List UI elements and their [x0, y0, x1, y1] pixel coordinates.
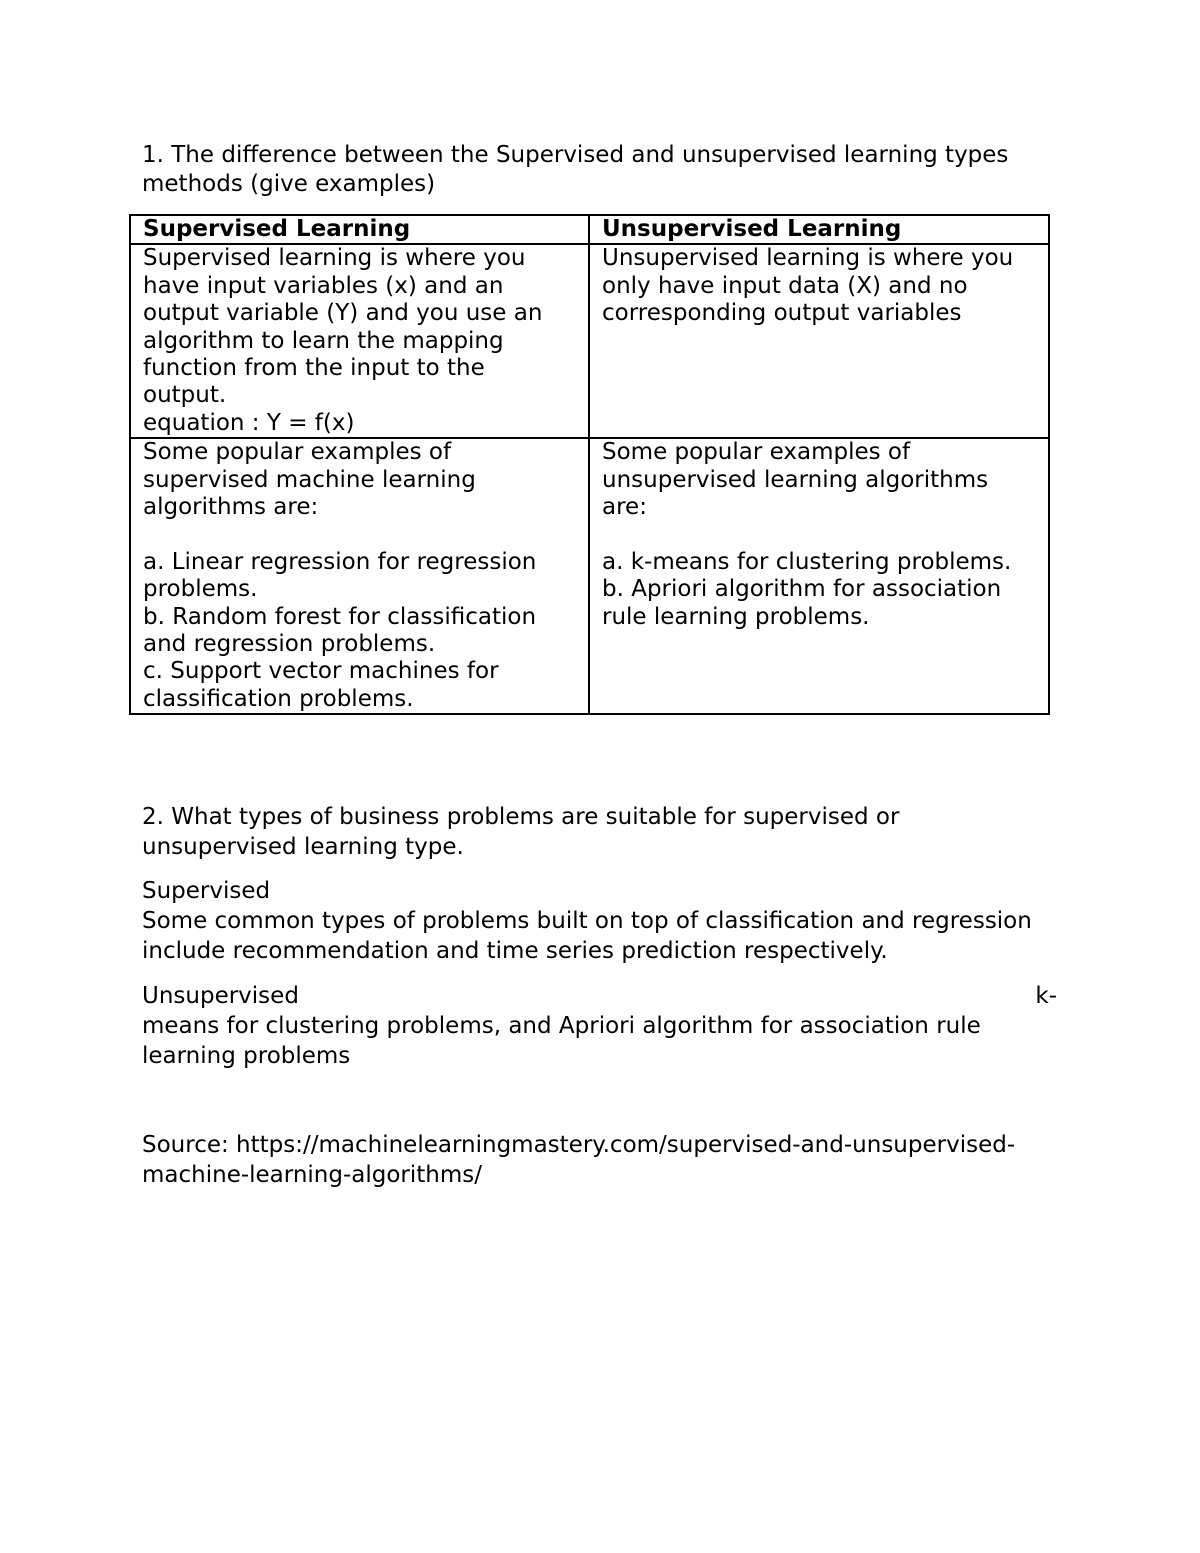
cell-line: have input variables (x) and an — [143, 272, 504, 299]
supervised-section — [142, 876, 1057, 966]
cell-line: a. k-means for clustering problems. — [602, 548, 1012, 575]
blank-line — [602, 521, 1040, 548]
header-unsupervised: Unsupervised Learning — [589, 215, 1049, 244]
cell-line: Unsupervised learning is where you — [602, 245, 1014, 272]
cell-line: are: — [602, 494, 647, 521]
cell-line: only have input data (X) and no — [602, 272, 968, 299]
table-row — [130, 244, 1049, 438]
blank-line — [143, 521, 580, 548]
cell-unsupervised-examples — [589, 438, 1049, 714]
cell-line: b. Apriori algorithm for association — [602, 576, 1002, 603]
header-supervised: Supervised Learning — [130, 215, 589, 244]
supervised-line-2: include recommendation and time series prediction respectively. — [142, 938, 888, 964]
question-2-line-1: 2. What types of business problems are suitable for supervised or — [142, 804, 900, 830]
table-row — [130, 438, 1049, 714]
unsupervised-heading: Unsupervised — [142, 983, 299, 1009]
cell-line: a. Linear regression for regression — [143, 548, 537, 575]
cell-line: algorithms are: — [143, 494, 319, 521]
cell-line: output. — [143, 382, 227, 409]
unsupervised-line-1-end: k- — [1035, 983, 1057, 1009]
unsupervised-section — [142, 981, 1057, 1071]
cell-line: equation : Y = f(x) — [143, 409, 355, 436]
question-2-line-2: unsupervised learning type. — [142, 834, 464, 860]
source-line-2: machine-learning-algorithms/ — [142, 1162, 483, 1188]
unsupervised-line-2: means for clustering problems, and Apriori algorithm for association rule — [142, 1013, 981, 1039]
cell-line: and regression problems. — [143, 631, 436, 658]
cell-line: algorithm to learn the mapping — [143, 327, 504, 354]
unsupervised-line-3: learning problems — [142, 1043, 351, 1069]
cell-supervised-examples — [130, 438, 589, 714]
cell-line: problems. — [143, 576, 258, 603]
cell-line: unsupervised learning algorithms — [602, 466, 989, 493]
table-header-row — [130, 215, 1049, 244]
supervised-heading: Supervised — [142, 878, 271, 904]
cell-line: b. Random forest for classification — [143, 603, 537, 630]
question-1 — [142, 141, 1042, 199]
cell-line: corresponding output variables — [602, 300, 962, 327]
supervised-line-1: Some common types of problems built on top of classification and regression — [142, 908, 1032, 934]
cell-line: supervised machine learning — [143, 466, 476, 493]
cell-supervised-definition — [130, 244, 589, 438]
comparison-table — [129, 214, 1050, 715]
cell-line: rule learning problems. — [602, 603, 870, 630]
cell-line: function from the input to the — [143, 355, 485, 382]
cell-unsupervised-definition — [589, 244, 1049, 438]
cell-line: c. Support vector machines for — [143, 658, 499, 685]
question-1-line-1: 1. The difference between the Supervised and unsupervised learning types — [142, 142, 1009, 168]
source-citation — [142, 1130, 1057, 1190]
source-line-1: Source: https://machinelearningmastery.com/supervised-and-unsupervised- — [142, 1132, 1016, 1158]
cell-line: classification problems. — [143, 685, 414, 712]
question-2 — [142, 802, 1052, 862]
cell-line: Supervised learning is where you — [143, 245, 526, 272]
cell-line: Some popular examples of — [143, 439, 452, 466]
unsupervised-heading-row — [142, 981, 1057, 1011]
cell-line: Some popular examples of — [602, 439, 911, 466]
cell-line: output variable (Y) and you use an — [143, 300, 543, 327]
question-1-line-2: methods (give examples) — [142, 171, 436, 197]
